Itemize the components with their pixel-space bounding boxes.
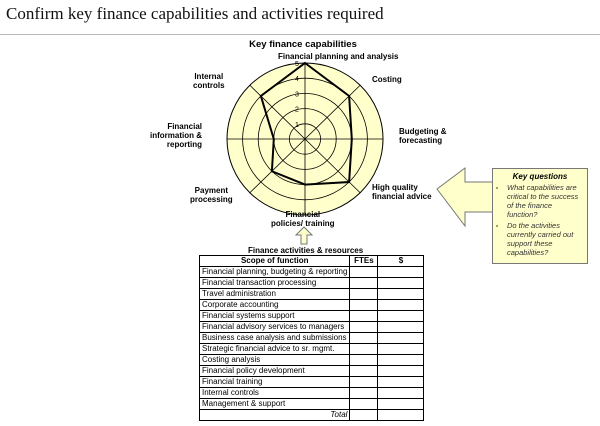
scope-cell: Costing analysis: [200, 355, 350, 366]
finance-activities-table: [199, 255, 424, 421]
callout-item: • Do the activities currently carried out support these capabilities?: [507, 221, 583, 257]
radar-tick-label: 1: [295, 121, 299, 129]
column-header: FTEs: [350, 256, 378, 267]
key-questions-callout: [492, 168, 588, 264]
dollars-cell: [378, 322, 424, 333]
up-arrow-shape: [296, 227, 312, 244]
table-header-row: [200, 256, 424, 267]
scope-cell: Financial training: [200, 377, 350, 388]
radar-axis-label: Budgeting & forecasting: [399, 127, 447, 145]
callout-list: [497, 183, 583, 257]
table-row: [200, 311, 424, 322]
total-label: Total: [200, 410, 350, 421]
radar-tick-label: 4: [295, 76, 299, 84]
ftes-cell: [350, 344, 378, 355]
table-total-row: [200, 410, 424, 421]
dollars-cell: [378, 278, 424, 289]
table-row: [200, 300, 424, 311]
radar-tick-label: 3: [295, 91, 299, 99]
callout-title: Key questions: [512, 172, 568, 181]
table-row: [200, 267, 424, 278]
table-row: [200, 322, 424, 333]
ftes-cell: [350, 300, 378, 311]
dollars-cell: [378, 300, 424, 311]
ftes-cell: [350, 322, 378, 333]
radar-axis-label: High quality financial advice: [372, 183, 432, 201]
scope-cell: Internal controls: [200, 388, 350, 399]
table-title: Finance activities & resources: [248, 246, 364, 255]
table-row: [200, 289, 424, 300]
total-ftes-cell: [350, 410, 378, 421]
ftes-cell: [350, 267, 378, 278]
ftes-cell: [350, 388, 378, 399]
dollars-cell: [378, 388, 424, 399]
ftes-cell: [350, 311, 378, 322]
radar-tick-label: 5: [295, 61, 299, 68]
ftes-cell: [350, 366, 378, 377]
chart-title: Key finance capabilities: [249, 39, 357, 50]
scope-cell: Financial transaction processing: [200, 278, 350, 289]
radar-axis-label: Costing: [372, 75, 402, 84]
scope-cell: Management & support: [200, 399, 350, 410]
radar-axis-label: Financial policies/ training: [271, 210, 335, 228]
table-row: [200, 399, 424, 410]
radar-axis-label: Payment processing: [190, 186, 233, 204]
dollars-cell: [378, 344, 424, 355]
dollars-cell: [378, 399, 424, 410]
dollars-cell: [378, 366, 424, 377]
scope-cell: Travel administration: [200, 289, 350, 300]
dollars-cell: [378, 355, 424, 366]
radar-axis-label: Financial information & reporting: [150, 122, 202, 149]
dollars-cell: [378, 377, 424, 388]
radar-axis-label: Financial planning and analysis: [278, 52, 399, 61]
table-row: [200, 355, 424, 366]
scope-cell: Financial systems support: [200, 311, 350, 322]
scope-cell: Business case analysis and submissions: [200, 333, 350, 344]
dollars-cell: [378, 289, 424, 300]
column-header: $: [378, 256, 424, 267]
table-row: [200, 388, 424, 399]
ftes-cell: [350, 278, 378, 289]
ftes-cell: [350, 377, 378, 388]
ftes-cell: [350, 355, 378, 366]
ftes-cell: [350, 399, 378, 410]
table-row: [200, 333, 424, 344]
dollars-cell: [378, 333, 424, 344]
left-arrow-shape: [437, 168, 497, 226]
table-row: [200, 344, 424, 355]
callout-item: • What capabilities are critical to the success of the finance function?: [507, 183, 583, 219]
radar-tick-label: 2: [295, 106, 299, 114]
table-row: [200, 366, 424, 377]
table-row: [200, 278, 424, 289]
dollars-cell: [378, 267, 424, 278]
table-row: [200, 377, 424, 388]
ftes-cell: [350, 289, 378, 300]
column-header: Scope of function: [200, 256, 350, 267]
dollars-cell: [378, 311, 424, 322]
scope-cell: Strategic financial advice to sr. mgmt.: [200, 344, 350, 355]
page-title: Confirm key finance capabilities and activities required: [6, 4, 384, 23]
scope-cell: Financial advisory services to managers: [200, 322, 350, 333]
radar-axis-label: Internal controls: [193, 72, 225, 90]
scope-cell: Financial planning, budgeting & reporting: [200, 267, 350, 278]
table-body: [200, 267, 424, 421]
scope-cell: Financial policy development: [200, 366, 350, 377]
total-dollars-cell: [378, 410, 424, 421]
ftes-cell: [350, 333, 378, 344]
scope-cell: Corporate accounting: [200, 300, 350, 311]
